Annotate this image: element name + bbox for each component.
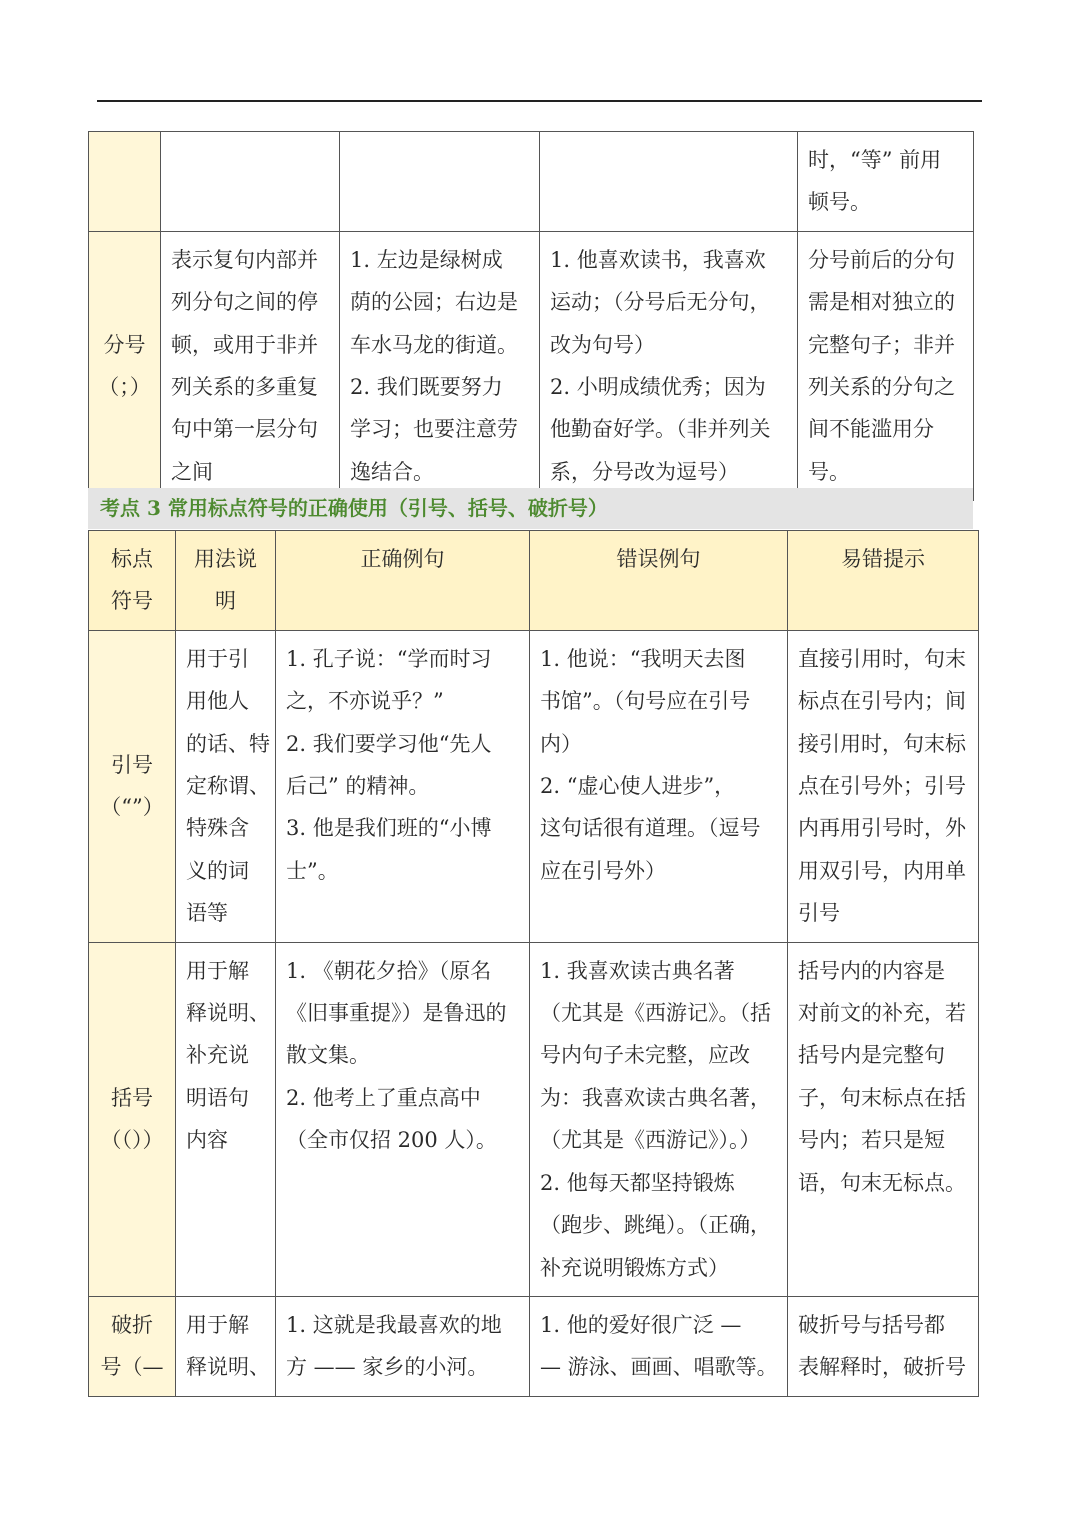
text-line: 的话、特	[186, 731, 270, 756]
text-line: 顿，或用于非并	[171, 332, 318, 357]
text-line: 标点	[111, 547, 153, 571]
text-line: 1. 他的爱好很广泛 —	[540, 1312, 742, 1337]
text-line: 语，句末无标点。	[798, 1170, 966, 1195]
symbol-cell	[89, 132, 161, 232]
text-line: 接引用时，句末标	[798, 731, 966, 756]
wrong-example-cell	[530, 1296, 788, 1396]
section-title: 考点 3 常用标点符号的正确使用（引号、括号、破折号）	[88, 488, 973, 529]
wrong-example-cell	[530, 942, 788, 1296]
text-line: 运动；（分号后无分句，	[550, 290, 771, 315]
text-line: 需是相对独立的	[808, 290, 955, 315]
text-line: 之间	[171, 459, 213, 484]
text-line: 义的词	[186, 858, 249, 883]
text-line: 方 —— 家乡的小河。	[286, 1355, 489, 1380]
text-line: 学习；也要注意劳	[350, 417, 518, 442]
text-line: 《旧事重提》）是鲁迅的	[286, 1001, 507, 1026]
text-line: 释说明、	[186, 1001, 270, 1026]
text-line: 表解释时，破折号	[798, 1355, 966, 1380]
wrong-example-cell	[530, 630, 788, 942]
text-line: 破折号与括号都	[798, 1312, 945, 1337]
text-line: 号内；若只是短	[798, 1128, 945, 1153]
text-line: 点在引号外；引号	[798, 774, 966, 799]
text-line: 表示复句内部并	[171, 247, 318, 272]
text-line: 1. 这就是我最喜欢的地	[286, 1312, 502, 1337]
text-line: 改为句号）	[550, 332, 655, 357]
text-line: 应在引号外）	[540, 858, 666, 883]
correct-example-cell	[276, 630, 530, 942]
text-line: 用于引	[186, 646, 249, 671]
text-line: 补充说明锻炼方式）	[540, 1255, 729, 1280]
text-line: 2. 小明成绩优秀；因为	[550, 375, 766, 400]
usage-cell	[161, 132, 340, 232]
correct-example-cell	[340, 132, 540, 232]
text-line: 用双引号，内用单	[798, 858, 966, 883]
text-line: 2. “虚心使人进步”，	[540, 774, 736, 799]
tip-cell	[798, 132, 974, 232]
text-line: 子，句末标点在括	[798, 1085, 966, 1110]
table-row-semicolon	[89, 231, 974, 500]
semicolon-table	[88, 131, 974, 501]
header-wrong: 错误例句	[530, 531, 788, 631]
text-line: 语等	[186, 901, 228, 926]
usage-cell	[176, 1296, 276, 1396]
text-line: 1. 《朝花夕拾》（原名	[286, 958, 492, 983]
text-line: 列关系的分句之	[808, 375, 955, 400]
table-header-row	[89, 531, 979, 631]
text-line: 明	[215, 589, 236, 614]
header-correct: 正确例句	[276, 531, 530, 631]
text-line: 为：我喜欢读古典名著，	[540, 1085, 771, 1110]
text-line: 用于解	[186, 958, 249, 983]
wrong-example-cell	[540, 132, 798, 232]
text-line: （“”）	[100, 795, 164, 820]
text-line: 1. 左边是绿树成	[350, 247, 503, 272]
text-line: 1. 我喜欢读古典名著	[540, 958, 735, 983]
text-line: 释说明、	[186, 1355, 270, 1380]
text-line: 后己” 的精神。	[286, 774, 430, 799]
text-line: 补充说	[186, 1043, 249, 1068]
text-line: 号内句子未完整，应改	[540, 1043, 750, 1068]
symbol-cell	[89, 1296, 176, 1396]
text-line: 分号前后的分句	[808, 247, 955, 272]
tip-cell	[798, 231, 974, 500]
tip-cell	[788, 942, 979, 1296]
text-line: 这句话很有道理。（逗号	[540, 816, 761, 841]
text-line: 定称谓、	[186, 774, 270, 799]
text-line: 分号	[103, 332, 146, 357]
usage-cell	[176, 630, 276, 942]
wrong-example-cell	[540, 231, 798, 500]
text-line: 号（—	[100, 1355, 164, 1380]
usage-cell	[176, 942, 276, 1296]
text-line: 对前文的补充，若	[798, 1001, 966, 1026]
text-line: 引号	[798, 901, 840, 926]
text-line: （；）	[98, 375, 151, 400]
text-line: 破折	[111, 1312, 153, 1337]
text-line: 符号	[111, 589, 153, 614]
text-line: 特殊含	[186, 816, 249, 841]
text-line: 标点在引号内；间	[798, 689, 966, 714]
correct-example-cell	[340, 231, 540, 500]
tip-cell	[788, 1296, 979, 1396]
text-line: 1. 他喜欢读书，我喜欢	[550, 247, 766, 272]
text-line: 顿号。	[808, 190, 871, 215]
text-line: 散文集。	[286, 1043, 370, 1068]
text-line: 号。	[808, 459, 850, 484]
symbol-cell	[89, 231, 161, 500]
text-line: （全市仅招 200 人）。	[286, 1128, 497, 1153]
text-line: 逸结合。	[350, 459, 434, 484]
text-line: （尤其是《西游记》。（括	[540, 1001, 771, 1026]
text-line: — 游泳、画画、唱歌等。	[540, 1355, 778, 1380]
text-line: 用法说	[194, 547, 257, 571]
symbol-cell	[89, 942, 176, 1296]
text-line: 之，不亦说乎？”	[286, 689, 444, 714]
text-line: 时，“等” 前用	[808, 148, 942, 172]
text-line: 1. 孔子说：“学而时习	[286, 646, 492, 671]
text-line: 系，分号改为逗号）	[550, 459, 739, 484]
table-row-parentheses	[89, 942, 979, 1296]
text-line: 引号	[111, 752, 153, 777]
symbol-cell	[89, 630, 176, 942]
text-line: 3. 他是我们班的“小博	[286, 816, 492, 841]
table-row-quote	[89, 630, 979, 942]
text-line: 列分句之间的停	[171, 290, 318, 315]
text-line: 句中第一层分句	[171, 417, 318, 442]
text-line: 2. 他考上了重点高中	[286, 1085, 481, 1110]
text-line: 明语句	[186, 1085, 249, 1110]
text-line: 士”。	[286, 858, 339, 883]
table-row-dash	[89, 1296, 979, 1396]
header-rule	[97, 100, 982, 102]
text-line: 2. 我们要学习他“先人	[286, 731, 492, 756]
text-line: 括号内的内容是	[798, 958, 945, 983]
text-line: 用他人	[186, 689, 249, 714]
text-line: 完整句子；非并	[808, 332, 955, 357]
text-line: 书馆”。（句号应在引号	[540, 689, 751, 714]
text-line: 车水马龙的街道。	[350, 332, 518, 357]
header-usage	[176, 531, 276, 631]
usage-cell	[161, 231, 340, 500]
text-line: 内）	[540, 731, 582, 756]
punctuation-table	[88, 530, 979, 1397]
text-line: 括号内是完整句	[798, 1043, 945, 1068]
text-line: 间不能滥用分	[808, 417, 934, 442]
text-line: 他勤奋好学。（非并列关	[550, 417, 771, 442]
text-line: 用于解	[186, 1312, 249, 1337]
text-line: 内容	[186, 1128, 228, 1153]
tip-cell	[788, 630, 979, 942]
text-line: 1. 他说：“我明天去图	[540, 646, 746, 671]
text-line: 荫的公园；右边是	[350, 290, 518, 315]
correct-example-cell	[276, 942, 530, 1296]
text-line: 2. 他每天都坚持锻炼	[540, 1170, 735, 1195]
correct-example-cell	[276, 1296, 530, 1396]
text-line: 括号	[111, 1085, 153, 1110]
text-line: （跑步、跳绳）。（正确，	[540, 1213, 771, 1238]
header-symbol	[89, 531, 176, 631]
text-line: 直接引用时，句末	[798, 646, 966, 671]
text-line: 2. 我们既要努力	[350, 375, 503, 400]
text-line: 内再用引号时，外	[798, 816, 966, 841]
text-line: 列关系的多重复	[171, 375, 318, 400]
text-line: （尤其是《西游记》）。）	[540, 1128, 761, 1153]
text-line: （（））	[100, 1128, 164, 1153]
header-tip: 易错提示	[788, 531, 979, 631]
table-row-continued	[89, 132, 974, 232]
